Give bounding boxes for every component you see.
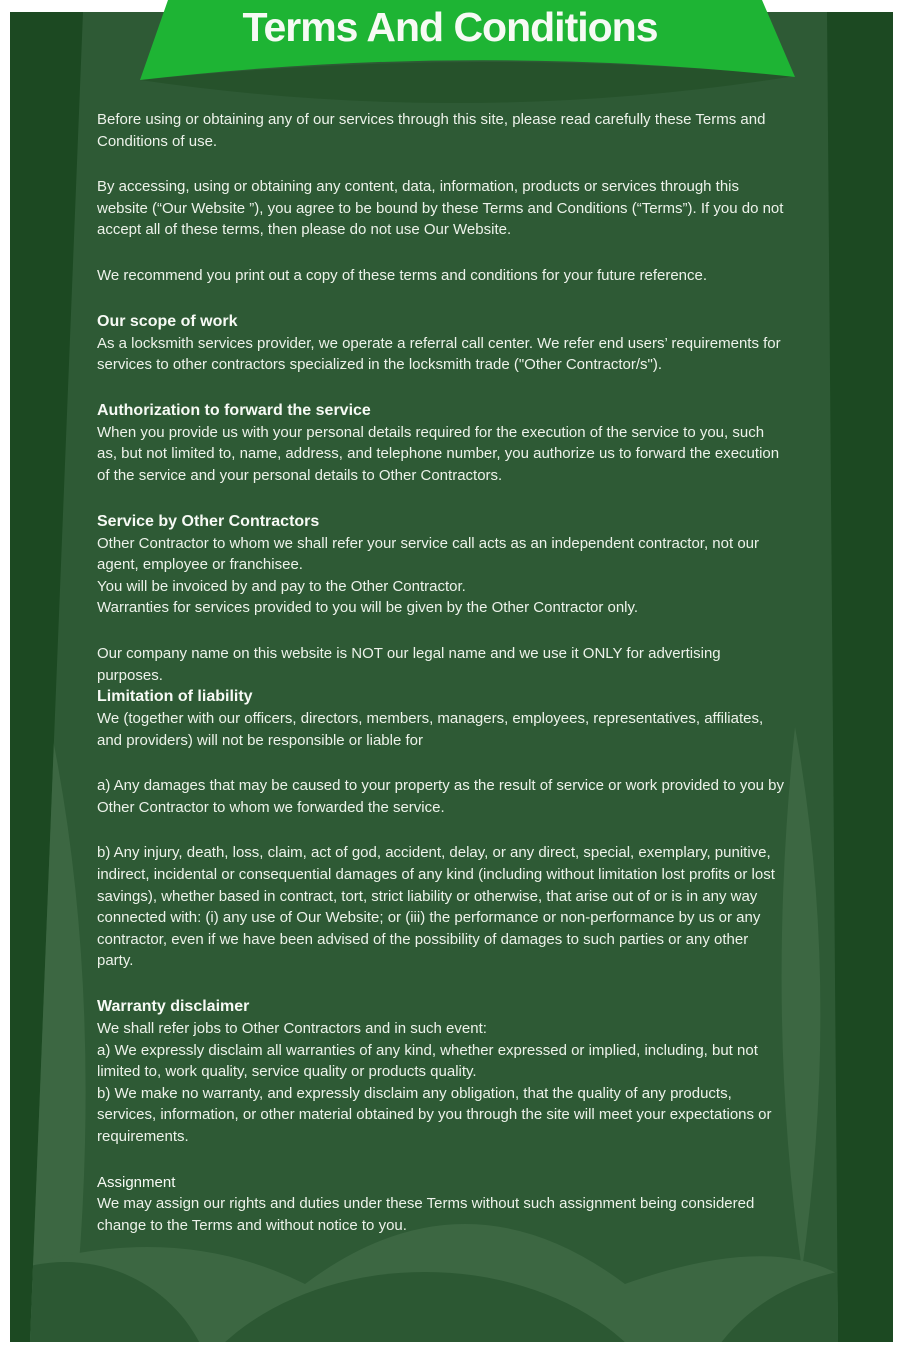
section-warranty-disclaimer [97,996,785,1148]
section-our-scope-of-work [97,311,785,376]
paragraph: Warranties for services provided to you will be given by the Other Contractor only. [97,599,639,617]
section-print-recommendation [97,265,785,287]
heading-authorization-to-forward: Authorization to forward the service [97,401,371,419]
section-service-by-other-contractors [97,511,785,619]
terms-body-text [97,109,785,1236]
heading-assignment: Assignment [97,1173,176,1191]
section-limitation-of-liability [97,686,785,972]
heading-our-scope-of-work: Our scope of work [97,312,238,330]
paragraph: Our company name on this website is NOT our legal name and we use it ONLY for advertising purposes. [97,644,721,684]
section-agreement [97,176,785,241]
section-assignment [97,1172,785,1237]
paragraph: b) We make no warranty, and expressly disclaim any obligation, that the quality of any products, services, information, or other material obtained by you through the site will meet your expectations or requirements. [97,1084,772,1145]
paragraph: You will be invoiced by and pay to the Other Contractor. [97,577,466,595]
paragraph: By accessing, using or obtaining any content, data, information, products or services through this website (“Our Website ”), you agree to be bound by these Terms and Conditions (“Terms”). If you do not accept all of these terms, then please do not use Our Website. [97,178,784,239]
section-authorization-to-forward [97,400,785,487]
paragraph: As a locksmith services provider, we operate a referral call center. We refer end users’ requirements for services to other contractors specialized in the locksmith trade ("Other Contractor/s"). [97,334,781,374]
paragraph: b) Any injury, death, loss, claim, act of god, accident, delay, or any direct, special, exemplary, punitive, indirect, incidental or consequential damages of any kind (including without limitation lost profits or lost savings), whether based in contract, tort, strict liability or otherwise, that arise out of or is in any way connected with: (i) any use of Our Website; or (iii) the performance or non-performance by us or any contractor, even if we have been advised of the possibility of damages to such parties or any other party. [97,844,775,970]
paragraph: We (together with our officers, directors, members, managers, employees, representatives, affiliates, and providers) will not be responsible or liable for [97,710,764,749]
heading-warranty-disclaimer: Warranty disclaimer [97,998,250,1016]
paragraph: When you provide us with your personal details required for the execution of the service to you, such as, but not limited to, name, address, and telephone number, you authorize us to forward the execution of the service and your personal details to Other Contractors. [97,423,780,484]
paragraph: a) We expressly disclaim all warranties of any kind, whether expressed or implied, including, but not limited to, work quality, service quality or products quality. [97,1041,758,1081]
paragraph: We shall refer jobs to Other Contractors and in such event: [97,1020,487,1038]
paragraph: a) Any damages that may be caused to your property as the result of service or work provided to you by Other Contractor to whom we forwarded the service. [97,777,785,816]
paragraph: We may assign our rights and duties under these Terms without such assignment being considered change to the Terms and without notice to you. [97,1195,755,1234]
heading-service-by-other-contractors: Service by Other Contractors [97,512,320,530]
paragraph: Other Contractor to whom we shall refer your service call acts as an independent contractor, not our agent, employee or franchisee. [97,534,759,574]
section-company-name-note [97,643,785,686]
paragraph: Before using or obtaining any of our services through this site, please read carefully these Terms and Conditions of use. [97,111,766,150]
paragraph: We recommend you print out a copy of these terms and conditions for your future reference. [97,266,708,284]
heading-limitation-of-liability: Limitation of liability [97,688,253,706]
page-title: Terms And Conditions [242,4,658,50]
